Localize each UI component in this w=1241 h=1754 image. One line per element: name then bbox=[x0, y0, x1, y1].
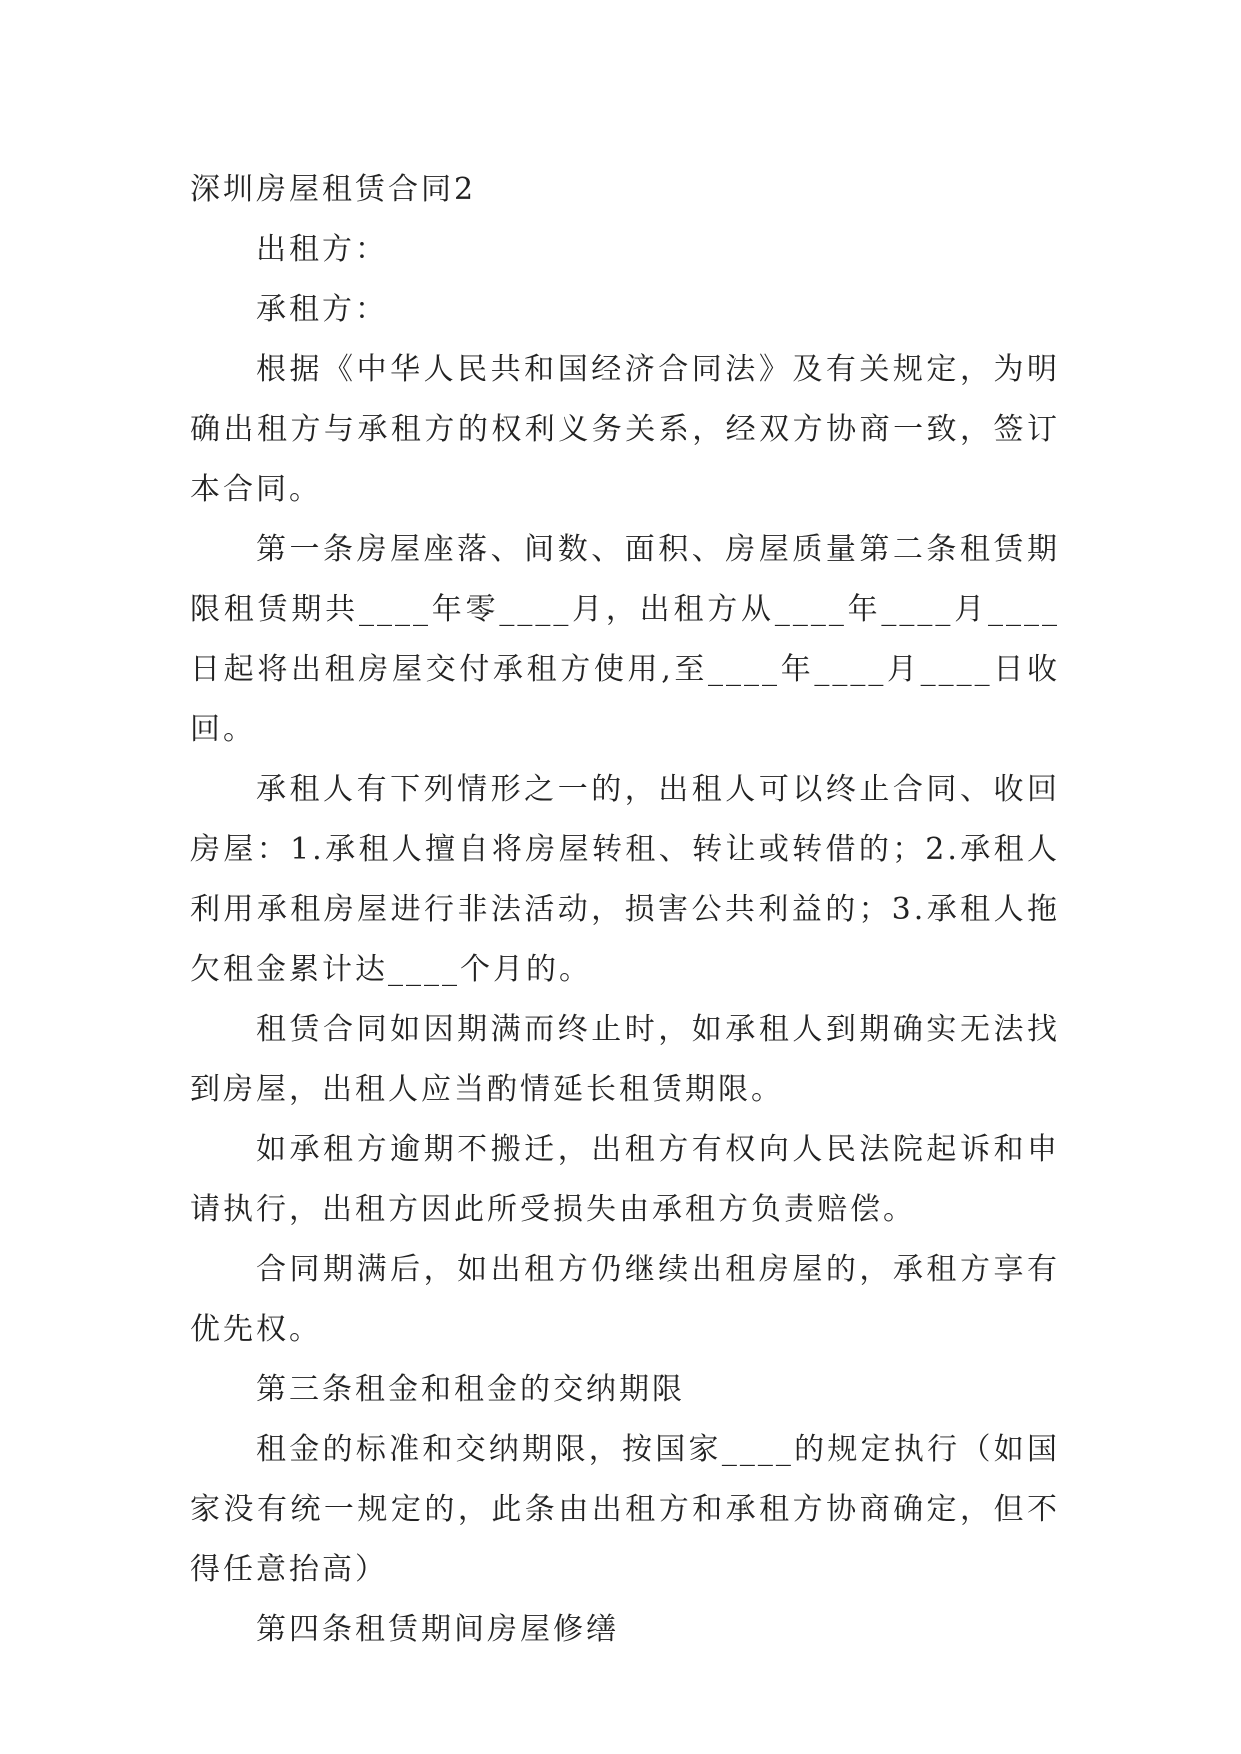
paragraph-lessee: 承租方： bbox=[256, 292, 388, 327]
paragraph-article-4-heading: 第四条租赁期间房屋修缮 bbox=[256, 1612, 619, 1647]
paragraph-article-3-heading: 第三条租金和租金的交纳期限 bbox=[256, 1372, 685, 1407]
paragraph-preamble: 根据《中华人民共和国经济合同法》及有关规定，为明确出租方与承租方的权利义务关系，经双方协商一致，签订本合同。 bbox=[190, 352, 1060, 507]
document-body bbox=[190, 160, 1060, 1660]
paragraph-lessor: 出租方： bbox=[256, 232, 388, 267]
paragraph-overdue-vacating: 如承租方逾期不搬迁，出租方有权向人民法院起诉和申请执行，出租方因此所受损失由承租方负责赔偿。 bbox=[190, 1132, 1060, 1227]
paragraph-priority-right: 合同期满后，如出租方仍继续出租房屋的，承租方享有优先权。 bbox=[190, 1252, 1060, 1347]
paragraph-termination-conditions: 承租人有下列情形之一的，出租人可以终止合同、收回房屋：1.承租人擅自将房屋转租、转让或转借的；2.承租人利用承租房屋进行非法活动，损害公共利益的；3.承租人拖欠租金累计达____个月的。 bbox=[190, 772, 1060, 987]
paragraph-rent-standard: 租金的标准和交纳期限，按国家____的规定执行（如国家没有统一规定的，此条由出租方和承租方协商确定，但不得任意抬高） bbox=[190, 1432, 1060, 1587]
paragraph-article-1-2: 第一条房屋座落、间数、面积、房屋质量第二条租赁期限租赁期共____年零____月，出租方从____年____月____日起将出租房屋交付承租方使用,至____年____月____日收回。 bbox=[190, 532, 1060, 747]
document-title: 深圳房屋租赁合同2 bbox=[190, 172, 477, 207]
paragraph-extension: 租赁合同如因期满而终止时，如承租人到期确实无法找到房屋，出租人应当酌情延长租赁期限。 bbox=[190, 1012, 1060, 1107]
